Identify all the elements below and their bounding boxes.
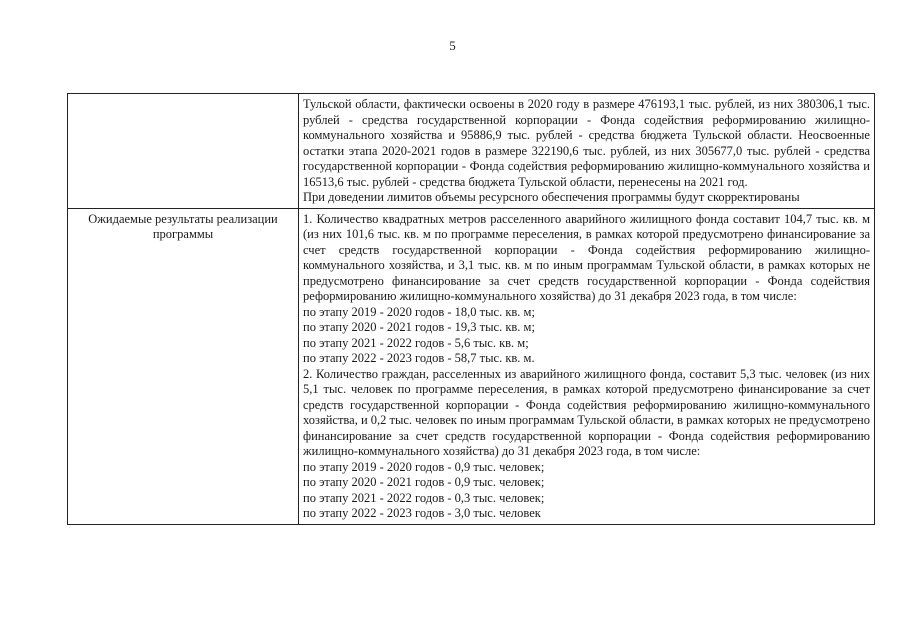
funding-note: При доведении лимитов объемы ресурсного обеспечения программы будут скорректированы	[303, 190, 800, 204]
stage-line: по этапу 2020 - 2021 годов - 0,9 тыс. человек;	[303, 475, 545, 489]
stage-line: по этапу 2021 - 2022 годов - 0,3 тыс. человек;	[303, 490, 545, 505]
stage-line: по этапу 2020 - 2021 годов - 19,3 тыс. кв. м;	[303, 320, 535, 334]
stage-line: по этапу 2022 - 2023 годов - 3,0 тыс. человек	[303, 506, 541, 520]
row-content	[299, 208, 875, 524]
result-item-1: 1. Количество квадратных метров расселенного аварийного жилищного фонда составит 104,7 тыс. кв. м (из них 101,6 тыс. кв. м по программе переселения, в рамках которой предусмотрено финансирование за счет средств государственной корпорации - Фонда содействия реформированию жилищно-коммунального хозяйства, и 3,1 тыс. кв. м по иным программам Тульской области, в рамках которых не предусмотрено финансирование за счет средств государственной корпорации - Фонда содействия реформированию жилищно-коммунального хозяйства) до 31 декабря 2023 года, в том числе:	[303, 211, 870, 303]
stage-line: по этапу 2019 - 2020 годов - 18,0 тыс. кв. м;	[303, 304, 535, 319]
stage-line: по этапу 2022 - 2023 годов - 58,7 тыс. кв. м.	[303, 351, 535, 365]
stage-line: по этапу 2019 - 2020 годов - 0,9 тыс. человек;	[303, 459, 545, 474]
row-heading-expected-results: Ожидаемые результаты реализации программы	[68, 208, 299, 524]
row-heading-empty	[68, 94, 299, 209]
row-content	[299, 94, 875, 209]
stage-line: по этапу 2021 - 2022 годов - 5,6 тыс. кв. м;	[303, 335, 529, 350]
funding-paragraph: Тульской области, фактически освоены в 2020 году в размере 476193,1 тыс. рублей, из них 380306,1 тыс. рублей - средства государственной корпорации - Фонда содействия реформированию жилищно-коммунального хозяйства и 95886,9 тыс. рублей - средства бюджета Тульской области. Неосвоенные остатки этапа 2020-2021 годов в размере 322190,6 тыс. рублей, из них 305677,0 тыс. рублей - средства государственной корпорации - Фонда содействия реформированию жилищно-коммунального хозяйства и 16513,6 тыс. рублей - средства бюджета Тульской области, перенесены на 2021 год.	[303, 97, 870, 189]
page-number: 5	[449, 38, 456, 53]
program-passport-table	[67, 93, 875, 525]
table-row	[68, 208, 875, 524]
table-row	[68, 94, 875, 209]
result-item-2: 2. Количество граждан, расселенных из аварийного жилищного фонда, составит 5,3 тыс. человек (из них 5,1 тыс. человек по программе переселения, в рамках которой предусмотрено финансирование за счет средств государственной корпорации - Фонда содействия реформированию жилищно-коммунального хозяйства, и 0,2 тыс. человек по иным программам Тульской области, в рамках которых не предусмотрено финансирование за счет средств государственной корпорации - Фонда содействия реформированию жилищно-коммунального хозяйства) до 31 декабря 2023 года, в том числе:	[303, 366, 870, 458]
